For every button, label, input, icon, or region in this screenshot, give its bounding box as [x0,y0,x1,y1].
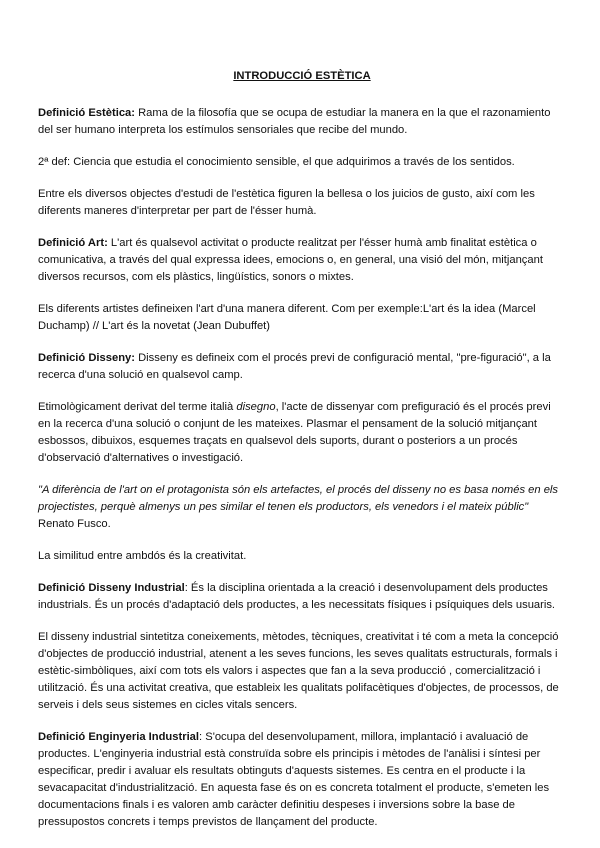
term-label: Definició Art: [38,237,108,249]
paragraph-text: Etimològicament derivat del terme italià [38,401,237,413]
italic-term: disegno [236,401,276,413]
paragraph-disseny-industrial: El disseny industrial sintetitza coneixements, mètodes, tècniques, creativitat i té com a meta la concepció d'objectes de producció industrial, atenent a les seves funcions, les seves qualitats estructurals, formals i estètic-simbòliques, així com tots els valors i aspectes que fan a la seva producció , comercialització i utilització. És una activitat creativa, que estableix les qualitats polifacètiques d'objectes, de processos, de serveis i dels seus sistemes en cicles vitals sencers. [38,631,559,711]
term-label: Definició Enginyeria Industrial [38,731,200,743]
paragraph-artists: Els diferents artistes defineixen l'art d'una manera diferent. Com per exemple:L'art és la idea (Marcel Duchamp) // L'art és la novetat (Jean Dubuffet) [38,303,536,332]
paragraph-quote [38,482,566,533]
term-label: Definició Disseny: [38,352,135,364]
paragraph-text: , l'acte de dissenyar com prefiguració és el procés previ en la recerca d'una solució o conjunt de les mateixes. Plasmar el pensament de la solució mitjançant esbossos, dibuixos, esquemes traçats en qualsevol dels suports, durant o posteriors a un procés d'observació d'alternatives o investigació. [38,401,551,464]
paragraph-estetica-objects: Entre els diversos objectes d'estudi de l'estètica figuren la bellesa o los juicios de gusto, així com les diferents maneres d'interpretar per part de l'ésser humà. [38,188,535,217]
paragraph-text: : S'ocupa del desenvolupament, millora, implantació i avaluació de productes. L'enginyeria industrial està construïda sobre els principis i mètodes de l'anàlisi i síntesi per especificar, predir i avaluar els resultats obtinguts d'aquests sistemes. Es centra en el producte i la sevacapacitat d'industrialització. En aquesta fase és on es concreta totalment el producte, s'emeten les documentacions finals i es valoren amb caràcter definitiu despeses i inversions sobre la base de pressupostos concrets i temps previstos de llançament del producte. [38,731,550,828]
paragraph-definicio-enginyeria-industrial [38,729,566,831]
paragraph-etimologia [38,399,566,467]
paragraph-text: L'art és qualsevol activitat o producte realitzat per l'ésser humà amb finalitat estètica o comunicativa, a través del qual expressa idees, emocions o, en general, una visió del món, mitjançant diversos recursos, com els plàstics, lingüístics, sonors o mixtes. [38,237,543,283]
document-page [38,68,566,846]
quote-text: "A diferència de l'art on el protagonista són els artefactes, el procés del disseny no es basa només en els projectistes, perquè almenys un pes similar el tenen els productors, els venedors i el mateix públic" [38,484,558,513]
term-label: Definició Estètica: [38,107,135,119]
paragraph-definicio-disseny [38,350,566,384]
paragraph-second-definition: 2ª def: Ciencia que estudia el conocimiento sensible, el que adquirimos a través de los sentidos. [38,156,515,168]
quote-author: Renato Fusco. [38,518,111,530]
paragraph-definicio-art [38,235,566,286]
term-label: Definició Disseny Industrial [38,582,185,594]
paragraph-definicio-disseny-industrial [38,580,566,614]
paragraph-definicio-estetica [38,105,566,139]
document-title: INTRODUCCIÓ ESTÈTICA [233,70,371,82]
paragraph-text: : És la disciplina orientada a la creació i desenvolupament dels productes industrials. És un procés d'adaptació dels productes, a les necessitats físiques i psíquiques dels usuaris. [38,582,556,611]
paragraph-text: Disseny es defineix com el procés previ de configuració mental, "pre-figuració", a la recerca d'una solució en qualsevol camp. [38,352,551,381]
paragraph-text: Rama de la filosofía que se ocupa de estudiar la manera en la que el razonamiento del ser humano interpreta los estímulos sensoriales que recibe del mundo. [38,107,551,136]
paragraph-similitud: La similitud entre ambdós és la creativitat. [38,550,247,562]
